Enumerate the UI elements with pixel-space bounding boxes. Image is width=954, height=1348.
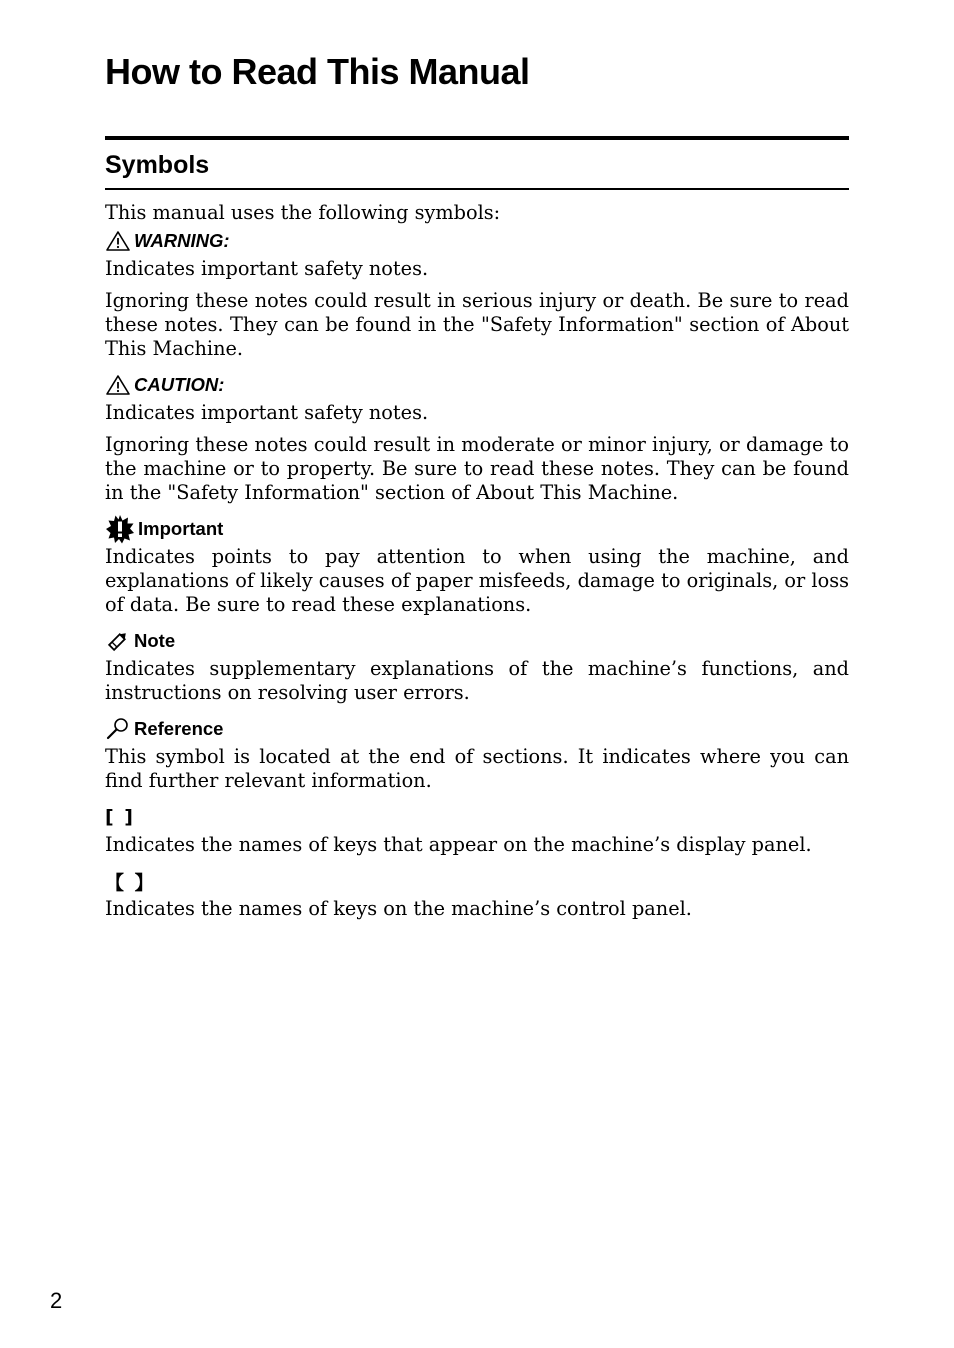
section-rule [105, 188, 849, 190]
warning-line-1: Indicates important safety notes. [105, 257, 429, 280]
section-title: Symbols [105, 151, 210, 179]
display-keys-text: Indicates the names of keys that appear on the machine’s display panel. [105, 833, 812, 856]
display-keys-heading [105, 801, 849, 833]
control-keys-text: Indicates the names of keys on the machine’s control panel. [105, 897, 692, 920]
page-title: How to Read This Manual [105, 51, 530, 92]
note-text: Indicates supplementary explanations of the machine’s functions, and instructions on resolving user errors. [105, 657, 849, 704]
caution-heading [105, 369, 849, 401]
caution-triangle-icon [105, 374, 134, 396]
important-heading [105, 513, 849, 545]
warning-line-2: Ignoring these notes could result in serious injury or death. Be sure to read these notes. They can be found in the "Safety Information" section of About This Machine. [105, 289, 849, 360]
caution-label: CAUTION: [134, 374, 225, 395]
note-heading [105, 625, 849, 657]
warning-heading [105, 225, 849, 257]
caution-line-1: Indicates important safety notes. [105, 401, 429, 424]
control-keys-heading [105, 865, 849, 897]
square-brackets-symbol: [ ] [105, 806, 135, 828]
title-rule [105, 136, 849, 140]
warning-label: WARNING: [134, 230, 230, 251]
important-burst-icon [105, 514, 138, 544]
warning-triangle-icon [105, 230, 134, 252]
intro-text: This manual uses the following symbols: [105, 201, 501, 224]
note-label: Note [134, 630, 176, 651]
important-text: Indicates points to pay attention to when using the machine, and explanations of likely causes of paper misfeeds, damage to originals, or loss of data. Be sure to read these explanations. [105, 545, 849, 616]
reference-text: This symbol is located at the end of sections. It indicates where you can find further relevant information. [105, 745, 849, 792]
important-label: Important [138, 518, 224, 539]
lenticular-brackets-symbol: 【 】 [105, 871, 156, 894]
reference-label: Reference [134, 718, 224, 739]
page-number: 2 [50, 1288, 63, 1313]
caution-line-2: Ignoring these notes could result in moderate or minor injury, or damage to the machine or to property. Be sure to read these notes. They can be found in the "Safety Information" section of About This Machine. [105, 433, 849, 504]
magnifier-icon [105, 717, 134, 741]
pencil-icon [105, 629, 134, 653]
reference-heading [105, 713, 849, 745]
symbols-content [105, 201, 849, 921]
